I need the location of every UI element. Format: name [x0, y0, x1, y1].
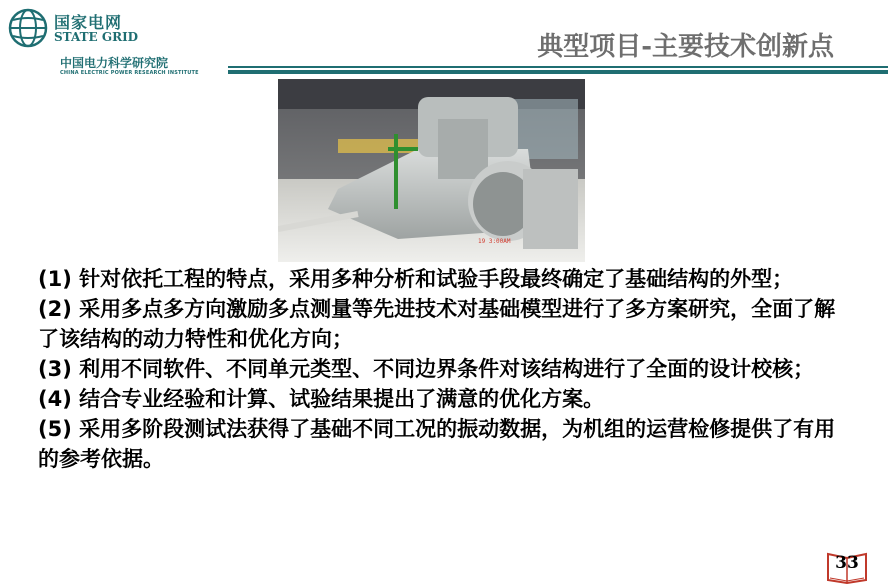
- photo-timestamp: 19 3:00AM: [478, 238, 511, 245]
- innovation-point-1: (1) 针对依托工程的特点，采用多种分析和试验手段最终确定了基础结构的外型；: [38, 267, 794, 291]
- innovation-point-5: (5) 采用多阶段测试法获得了基础不同工况的振动数据，为机组的运营检修提供了有用的参考依据。: [38, 417, 836, 471]
- innovation-point-4: (4) 结合专业经验和计算、试验结果提出了满意的优化方案。: [38, 387, 605, 411]
- header-rule-thin: [228, 66, 888, 68]
- innovation-point-2: (2) 采用多点多方向激励多点测量等先进技术对基础模型进行了多方案研究，全面了解了该结构的动力特性和优化方向；: [38, 297, 836, 351]
- page-number: 33: [835, 553, 859, 573]
- turbine-hall-illustration: [278, 79, 585, 262]
- org-name-cn: 国家电网: [54, 13, 123, 32]
- institute-name-cn: 中国电力科学研究院: [60, 56, 169, 70]
- turbine-photo: [278, 79, 585, 262]
- org-name-en: STATE GRID: [54, 30, 139, 44]
- innovation-point-list: [38, 264, 848, 474]
- innovation-point-3: (3) 利用不同软件、不同单元类型、不同边界条件对该结构进行了全面的设计校核；: [38, 357, 815, 381]
- state-grid-emblem-icon: [8, 8, 48, 48]
- institute-name-en: CHINA ELECTRIC POWER RESEARCH INSTITUTE: [60, 70, 199, 76]
- slide-title: 典型项目-主要技术创新点: [537, 32, 834, 62]
- header-rule-thick: [228, 70, 888, 74]
- state-grid-logo: [8, 8, 228, 76]
